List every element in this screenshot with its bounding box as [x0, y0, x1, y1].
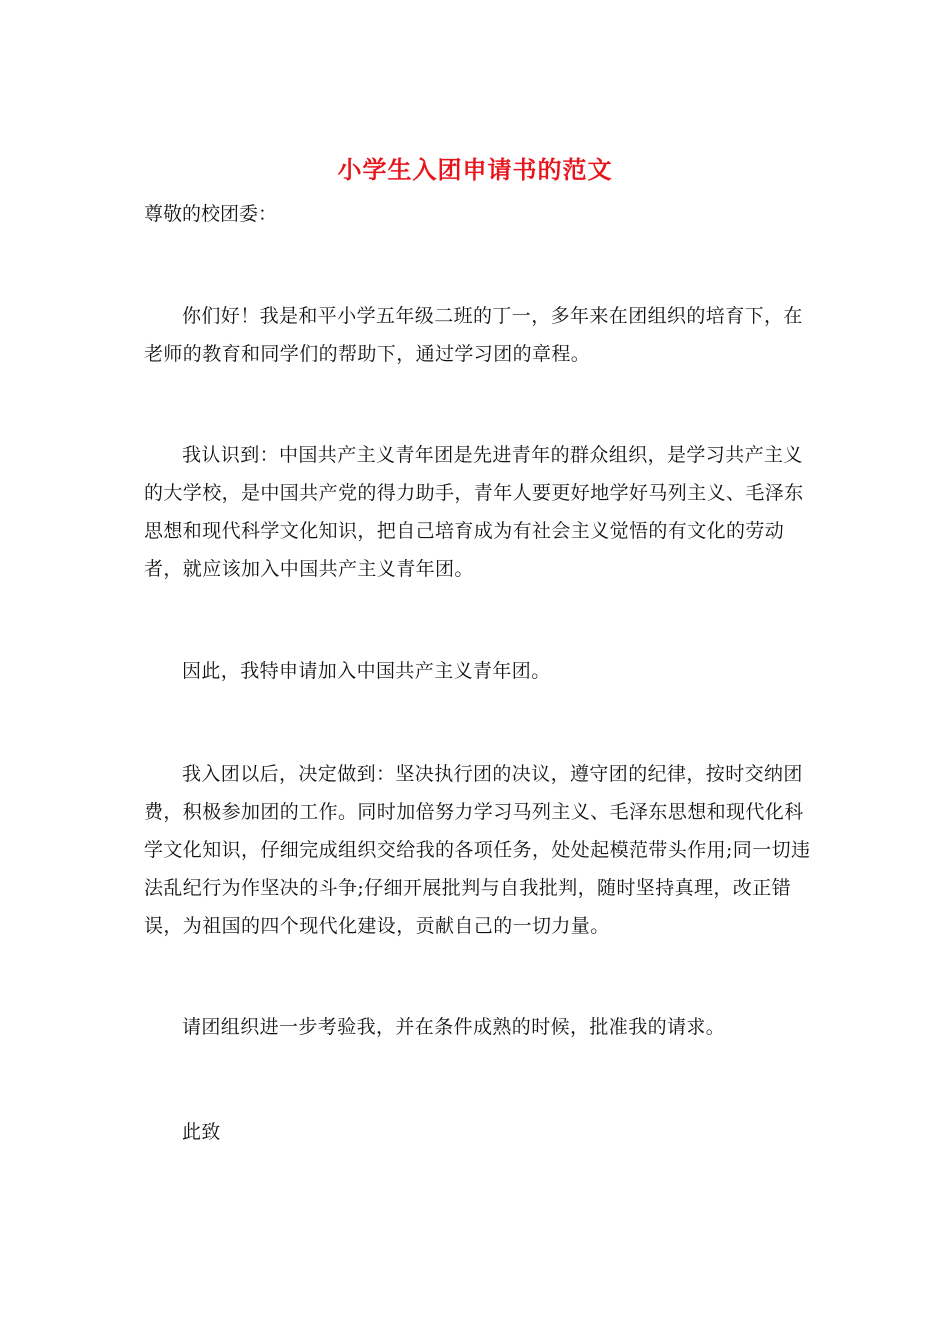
paragraph-application: 因此，我特申请加入中国共产主义青年团。	[182, 660, 551, 682]
closing-zhici: 此致	[182, 1121, 221, 1143]
paragraph-commitments: 我入团以后，决定做到：坚决执行团的决议，遵守团的纪律，按时交纳团费，积极参加团的工作。同时加倍努力学习马列主义、毛泽东思想和现代化科学文化知识，仔细完成组织交给我的各项任务，处处起模范带头作用;同一切违法乱纪行为作坚决的斗争;仔细开展批判与自我批判，随时坚持真理，改正错误，为祖国的四个现代化建设，贡献自己的一切力量。	[144, 763, 811, 937]
paragraph-greeting: 你们好！我是和平小学五年级二班的丁一，多年来在团组织的培育下，在老师的教育和同学们的帮助下，通过学习团的章程。	[144, 305, 803, 365]
page-title: 小学生入团申请书的范文	[337, 155, 613, 184]
paragraph-request: 请团组织进一步考验我，并在条件成熟的时候，批准我的请求。	[182, 1016, 726, 1038]
salutation: 尊敬的校团委：	[144, 203, 278, 225]
paragraph-understanding: 我认识到：中国共产主义青年团是先进青年的群众组织，是学习共产主义的大学校，是中国共产党的得力助手，青年人要更好地学好马列主义、毛泽东思想和现代科学文化知识，把自己培育成为有社会主义觉悟的有文化的劳动者，就应该加入中国共产主义青年团。	[144, 444, 804, 580]
